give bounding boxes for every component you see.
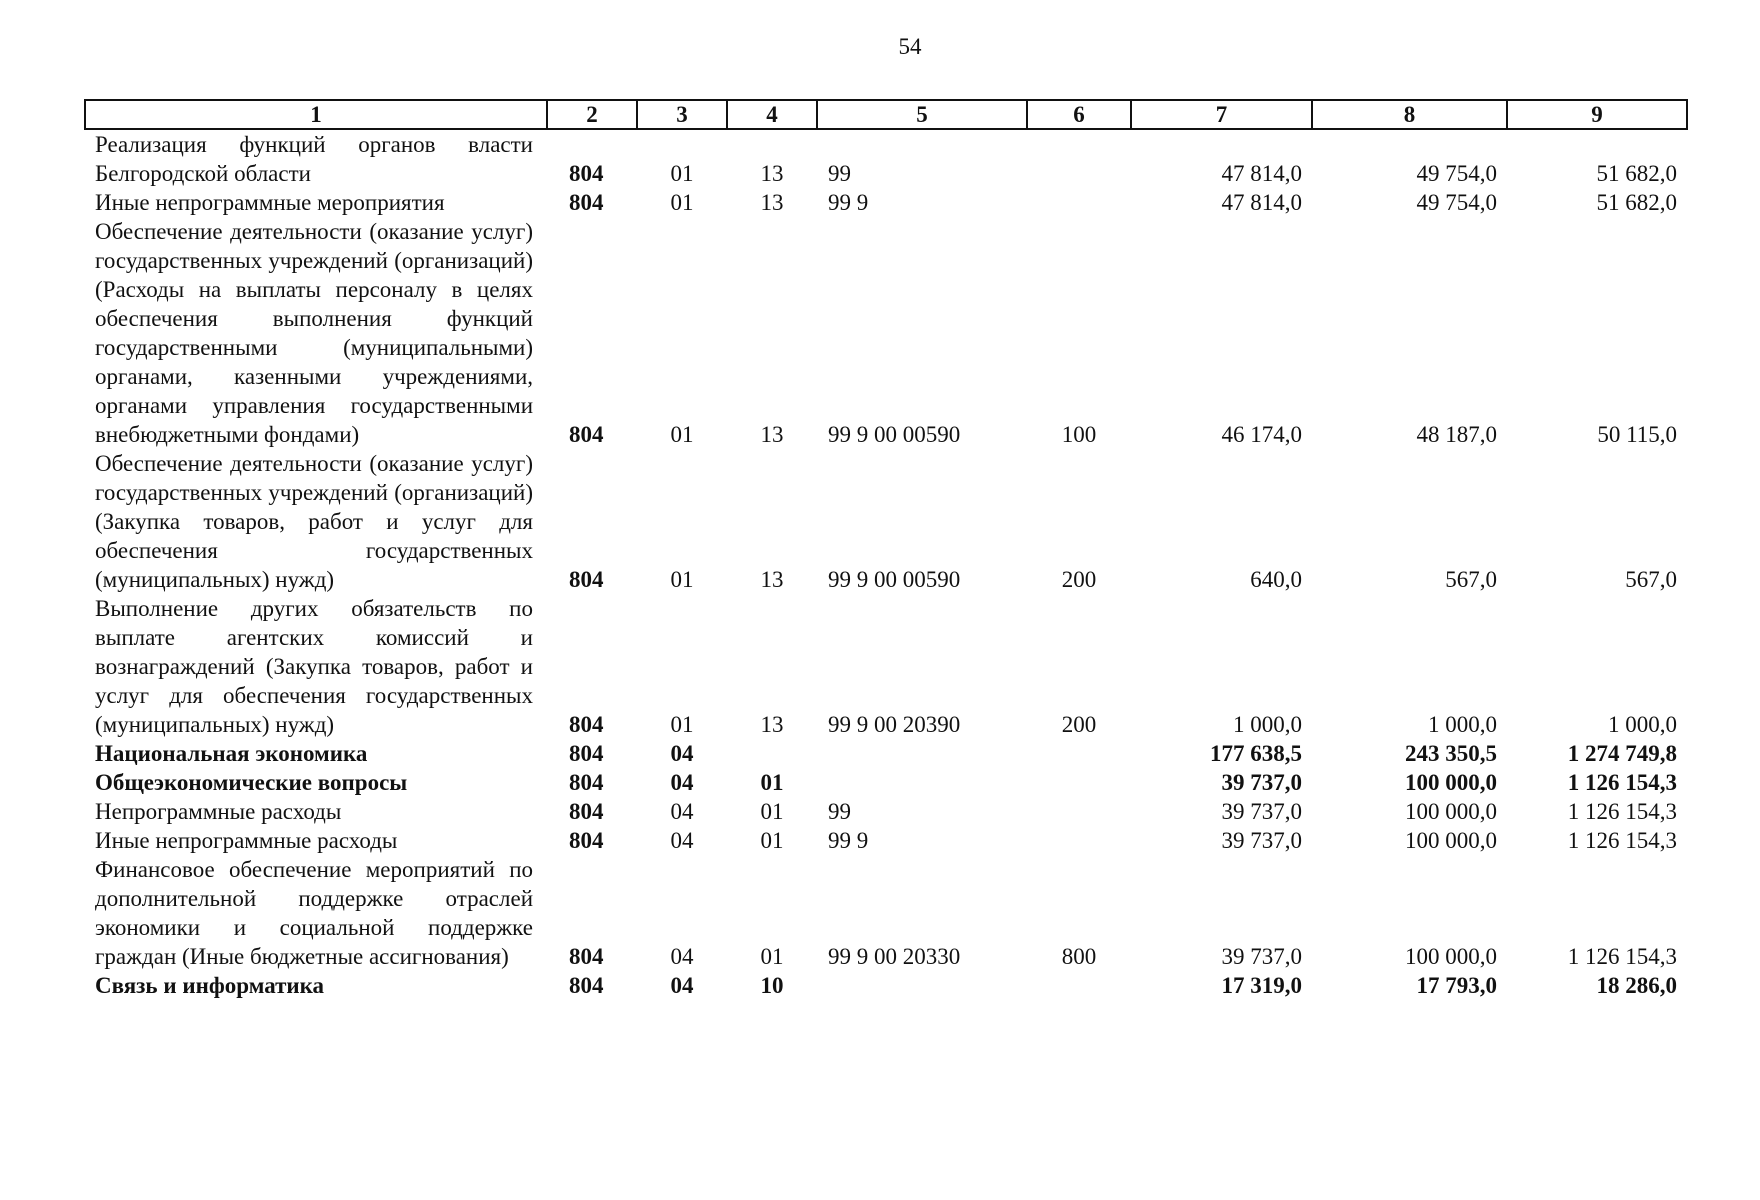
cell-col7: 640,0 <box>1250 567 1302 592</box>
table-row <box>85 217 1687 449</box>
cell-col4: 13 <box>760 712 784 737</box>
cell-col8: 49 754,0 <box>1416 161 1497 186</box>
cell-col7: 47 814,0 <box>1221 190 1302 215</box>
cell-col7: 46 174,0 <box>1221 422 1302 447</box>
cell-col5: 99 9 00 20390 <box>828 712 961 737</box>
cell-col5 <box>817 739 1027 768</box>
column-header-7: 7 <box>1131 100 1312 129</box>
row-name: Иные непрограммные расходы <box>95 828 398 853</box>
cell-col3: 04 <box>670 741 694 766</box>
cell-col4: 01 <box>760 770 784 795</box>
cell-col2: 804 <box>569 799 604 824</box>
cell-col5: 99 9 00 20330 <box>828 944 961 969</box>
cell-col9: 1 274 749,8 <box>1567 741 1677 766</box>
cell-col9: 18 286,0 <box>1596 973 1677 998</box>
cell-col7: 39 737,0 <box>1221 799 1302 824</box>
row-name: Национальная экономика <box>95 741 368 766</box>
cell-col6: 200 <box>1061 712 1097 737</box>
cell-col2: 804 <box>569 973 604 998</box>
cell-col6 <box>1027 129 1131 188</box>
cell-col2: 804 <box>569 828 604 853</box>
row-name: Обеспечение деятельности (оказание услуг) государственных учреждений (организаций) (Расходы на выплаты персоналу в целях обеспечения выполнения функций государственными (муниципальными) органами, казенными учреждениями, органами управления государственными внебюджетными фондами) <box>95 219 533 447</box>
cell-col5: 99 9 <box>828 190 869 215</box>
cell-col8: 567,0 <box>1445 567 1497 592</box>
cell-col9: 1 126 154,3 <box>1567 944 1677 969</box>
cell-col7: 177 638,5 <box>1210 741 1302 766</box>
row-name: Финансовое обеспечение мероприятий по дополнительной поддержке отраслей экономики и социальной поддержке граждан (Иные бюджетные ассигнования) <box>95 857 533 969</box>
cell-col9: 1 126 154,3 <box>1567 828 1677 853</box>
cell-col2: 804 <box>569 567 604 592</box>
table-row <box>85 739 1687 768</box>
table-row <box>85 971 1687 1000</box>
row-name: Иные непрограммные мероприятия <box>95 190 445 215</box>
cell-col9: 51 682,0 <box>1596 190 1677 215</box>
row-name: Связь и информатика <box>95 973 325 998</box>
cell-col9: 1 126 154,3 <box>1567 799 1677 824</box>
cell-col6 <box>1027 797 1131 826</box>
cell-col6: 800 <box>1061 944 1097 969</box>
cell-col3: 01 <box>670 190 694 215</box>
cell-col2: 804 <box>569 770 604 795</box>
cell-col6 <box>1027 739 1131 768</box>
cell-col6: 100 <box>1061 422 1097 447</box>
cell-col7: 39 737,0 <box>1221 944 1302 969</box>
cell-col4: 10 <box>760 973 784 998</box>
table-row <box>85 768 1687 797</box>
column-header-1: 1 <box>85 100 547 129</box>
cell-col8: 48 187,0 <box>1416 422 1497 447</box>
cell-col8: 100 000,0 <box>1405 828 1497 853</box>
cell-col3: 01 <box>670 567 694 592</box>
cell-col4: 13 <box>760 422 784 447</box>
cell-col8: 243 350,5 <box>1405 741 1497 766</box>
cell-col5 <box>817 768 1027 797</box>
column-header-8: 8 <box>1312 100 1507 129</box>
cell-col9: 1 000,0 <box>1608 712 1677 737</box>
cell-col4: 01 <box>760 828 784 853</box>
cell-col3: 04 <box>670 799 694 824</box>
column-header-2: 2 <box>547 100 637 129</box>
cell-col9: 1 126 154,3 <box>1567 770 1677 795</box>
row-name: Реализация функций органов власти Белгородской области <box>95 132 533 186</box>
row-name: Обеспечение деятельности (оказание услуг) государственных учреждений (организаций) (Закупка товаров, работ и услуг для обеспечения государственных (муниципальных) нужд) <box>95 451 533 592</box>
table-row <box>85 855 1687 971</box>
cell-col2: 804 <box>569 161 604 186</box>
table-row <box>85 797 1687 826</box>
cell-col7: 47 814,0 <box>1221 161 1302 186</box>
cell-col8: 100 000,0 <box>1405 944 1497 969</box>
row-name: Общеэкономические вопросы <box>95 770 408 795</box>
cell-col8: 100 000,0 <box>1405 799 1497 824</box>
budget-table <box>84 99 1688 1000</box>
cell-col3: 01 <box>670 161 694 186</box>
cell-col2: 804 <box>569 422 604 447</box>
column-header-6: 6 <box>1027 100 1131 129</box>
column-header-9: 9 <box>1507 100 1687 129</box>
cell-col8: 49 754,0 <box>1416 190 1497 215</box>
cell-col5: 99 9 00 00590 <box>828 422 961 447</box>
column-header-3: 3 <box>637 100 727 129</box>
cell-col4: 13 <box>760 161 784 186</box>
cell-col9: 567,0 <box>1625 567 1677 592</box>
cell-col8: 17 793,0 <box>1416 973 1497 998</box>
table-row <box>85 188 1687 217</box>
cell-col9: 51 682,0 <box>1596 161 1677 186</box>
cell-col5: 99 9 00 00590 <box>828 567 961 592</box>
row-name: Выполнение других обязательств по выплате агентских комиссий и вознаграждений (Закупка товаров, работ и услуг для обеспечения государственных (муниципальных) нужд) <box>95 596 533 737</box>
cell-col5: 99 <box>828 161 851 186</box>
column-header-4: 4 <box>727 100 817 129</box>
cell-col6 <box>1027 971 1131 1000</box>
cell-col7: 39 737,0 <box>1221 828 1302 853</box>
cell-col2: 804 <box>569 190 604 215</box>
table-row <box>85 449 1687 594</box>
cell-col5: 99 <box>828 799 851 824</box>
table-row <box>85 594 1687 739</box>
cell-col8: 1 000,0 <box>1428 712 1497 737</box>
cell-col5: 99 9 <box>828 828 869 853</box>
cell-col4: 13 <box>760 567 784 592</box>
cell-col6 <box>1027 826 1131 855</box>
cell-col5 <box>817 971 1027 1000</box>
column-header-5: 5 <box>817 100 1027 129</box>
cell-col3: 01 <box>670 712 694 737</box>
cell-col3: 01 <box>670 422 694 447</box>
cell-col4: 01 <box>760 944 784 969</box>
cell-col7: 39 737,0 <box>1221 770 1302 795</box>
cell-col3: 04 <box>670 944 694 969</box>
table-row <box>85 129 1687 188</box>
cell-col4: 01 <box>760 799 784 824</box>
cell-col6 <box>1027 188 1131 217</box>
cell-col3: 04 <box>670 828 694 853</box>
page-number: 54 <box>898 34 922 59</box>
cell-col3: 04 <box>670 770 694 795</box>
cell-col2: 804 <box>569 712 604 737</box>
cell-col2: 804 <box>569 944 604 969</box>
cell-col7: 17 319,0 <box>1221 973 1302 998</box>
header-row <box>85 100 1687 129</box>
table-row <box>85 826 1687 855</box>
cell-col8: 100 000,0 <box>1405 770 1497 795</box>
cell-col6: 200 <box>1061 567 1097 592</box>
cell-col9: 50 115,0 <box>1597 422 1677 447</box>
row-name: Непрограммные расходы <box>95 799 342 824</box>
cell-col3: 04 <box>670 973 694 998</box>
cell-col7: 1 000,0 <box>1233 712 1302 737</box>
cell-col6 <box>1027 768 1131 797</box>
cell-col4 <box>727 739 817 768</box>
cell-col4: 13 <box>760 190 784 215</box>
cell-col2: 804 <box>569 741 604 766</box>
